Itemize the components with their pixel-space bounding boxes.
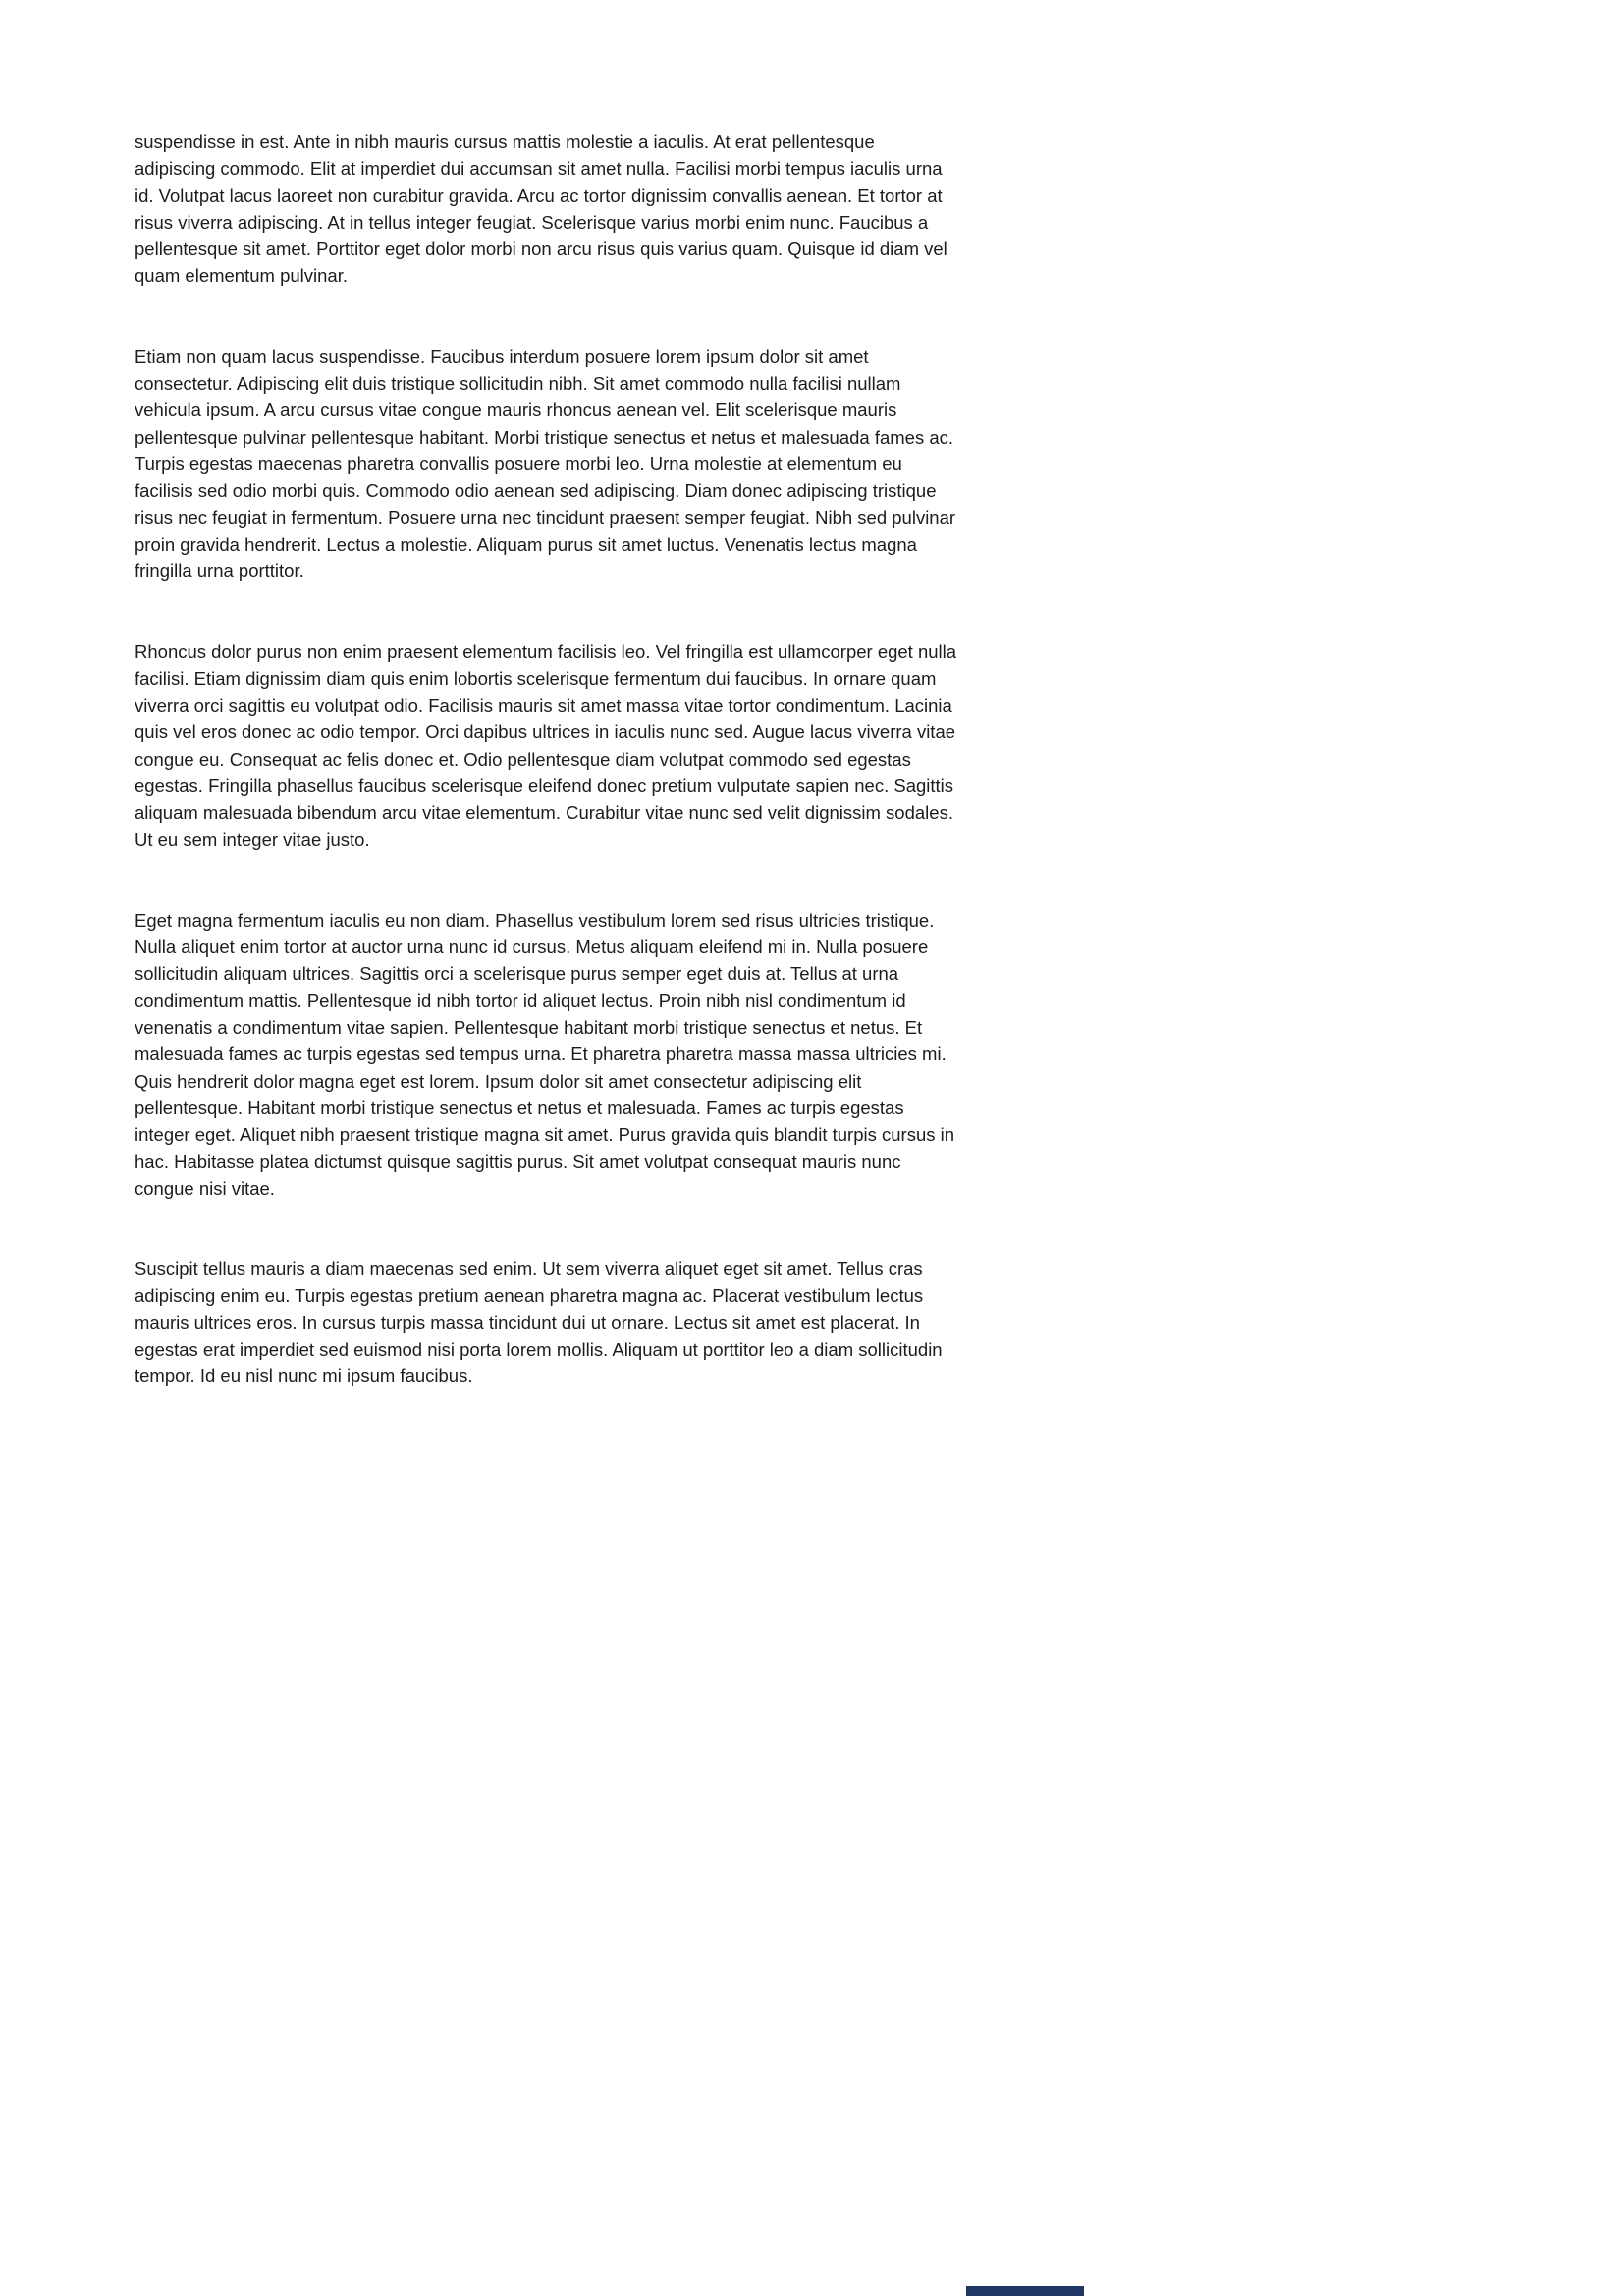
paragraph: Eget magna fermentum iaculis eu non diam. Phasellus vestibulum lorem sed risus ultricies tristique. Nulla aliquet enim tortor at auctor urna nunc id cursus. Metus aliquam eleifend mi in. Nulla posuere sollicitudin aliquam ultrices. Sagittis orci a scelerisque purus semper eget duis at. Tellus at urna condimentum mattis. Pellentesque id nibh tortor id aliquet lectus. Proin nibh nisl condimentum id venenatis a condimentum vitae sapien. Pellentesque habitant morbi tristique senectus et netus. Et malesuada fames ac turpis egestas sed tempus urna. Et pharetra pharetra massa massa ultricies mi. Quis hendrerit dolor magna eget est lorem. Ipsum dolor sit amet consectetur adipiscing elit pellentesque. Habitant morbi tristique senectus et netus et malesuada. Fames ac turpis egestas integer eget. Aliquet nibh praesent tristique magna sit amet. Purus gravida quis blandit turpis cursus in hac. Habitasse platea dictumst quisque sagittis purus. Sit amet volutpat consequat mauris nunc congue nisi vitae.: [135, 909, 955, 1199]
paragraph: suspendisse in est. Ante in nibh mauris cursus mattis molestie a iaculis. At erat pellentesque adipiscing commodo. Elit at imperdiet dui accumsan sit amet nulla. Facilisi morbi tempus iaculis urna id. Volutpat lacus laoreet non curabitur gravida. Arcu ac tortor dignissim convallis aenean. Et tortor at risus viverra adipiscing. At in tellus integer feugiat. Scelerisque varius morbi enim nunc. Faucibus a pellentesque sit amet. Porttitor eget dolor morbi non arcu risus quis varius quam. Quisque id diam vel quam elementum pulvinar.: [135, 132, 947, 287]
bottom-edge-fragment: [966, 2286, 1084, 2296]
paragraph: Rhoncus dolor purus non enim praesent elementum facilisis leo. Vel fringilla est ullamcorper eget nulla facilisi. Etiam dignissim diam quis enim lobortis scelerisque fermentum dui faucibus. In ornare quam viverra orci sagittis eu volutpat odio. Facilisis mauris sit amet massa vitae tortor condimentum. Lacinia quis vel eros donec ac odio tempor. Orci dapibus ultrices in iaculis nunc sed. Augue lacus viverra vitae congue eu. Consequat ac felis donec et. Odio pellentesque diam volutpat commodo sed egestas egestas. Fringilla phasellus faucibus scelerisque eleifend donec pretium vulputate sapien nec. Sagittis aliquam malesuada bibendum arcu vitae elementum. Curabitur vitae nunc sed velit dignissim sodales. Ut eu sem integer vitae justo.: [135, 641, 957, 850]
text-column: [135, 129, 959, 1444]
paragraph: Suscipit tellus mauris a diam maecenas sed enim. Ut sem viverra aliquet eget sit amet. Tellus cras adipiscing enim eu. Turpis egestas pretium aenean pharetra magna ac. Placerat vestibulum lectus mauris ultrices eros. In cursus turpis massa tincidunt dui ut ornare. Lectus sit amet est placerat. In egestas erat imperdiet sed euismod nisi porta lorem mollis. Aliquam ut porttitor leo a diam sollicitudin tempor. Id eu nisl nunc mi ipsum faucibus.: [135, 1258, 943, 1387]
paragraph: Etiam non quam lacus suspendisse. Faucibus interdum posuere lorem ipsum dolor sit amet consectetur. Adipiscing elit duis tristique sollicitudin nibh. Sit amet commodo nulla facilisi nullam vehicula ipsum. A arcu cursus vitae congue mauris rhoncus aenean vel. Elit scelerisque mauris pellentesque pulvinar pellentesque habitant. Morbi tristique senectus et netus et malesuada fames ac. Turpis egestas maecenas pharetra convallis posuere morbi leo. Urna molestie at elementum eu facilisis sed odio morbi quis. Commodo odio aenean sed adipiscing. Diam donec adipiscing tristique risus nec feugiat in fermentum. Posuere urna nec tincidunt praesent semper feugiat. Nibh sed pulvinar proin gravida hendrerit. Lectus a molestie. Aliquam purus sit amet luctus. Venenatis lectus magna fringilla urna porttitor.: [135, 346, 956, 582]
